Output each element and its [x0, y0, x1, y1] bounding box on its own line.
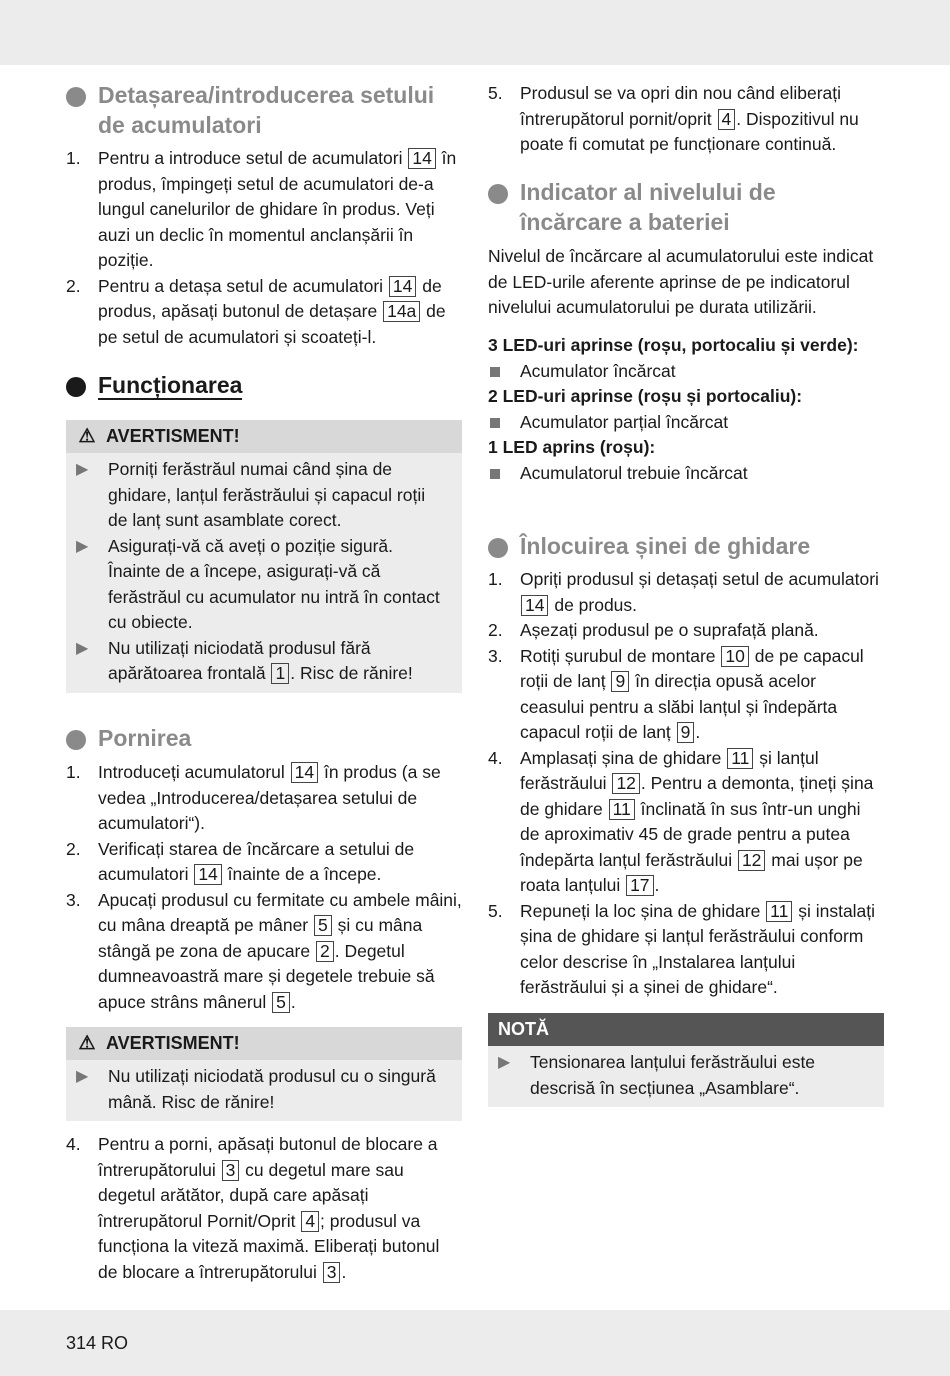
- part-ref: 11: [727, 748, 753, 769]
- part-ref: 14a: [383, 301, 420, 322]
- section-start: [66, 723, 462, 753]
- warning-header: [66, 420, 462, 453]
- item-text: Așezați produsul pe o suprafață plană.: [520, 620, 819, 640]
- level-text: Acumulatorul trebuie încărcat: [520, 462, 748, 483]
- item-text: Amplasați șina de ghidare: [520, 747, 727, 768]
- level-heading: 2 LED-uri aprinse (roșu și portocaliu):: [488, 386, 803, 406]
- part-ref: 11: [609, 799, 635, 820]
- item-number: 3.: [488, 645, 503, 666]
- part-ref: 9: [677, 722, 695, 743]
- item-text: Pentru a introduce setul de acumulatori: [98, 148, 408, 168]
- item-number: 3.: [66, 889, 81, 910]
- item-text: Nu utilizați niciodată produsul fără apărătoarea frontală: [108, 637, 371, 683]
- start-steps-list: [66, 760, 462, 1015]
- square-bullet-icon: [490, 469, 500, 479]
- item-text: .: [695, 722, 701, 742]
- note-header: NOTĂ: [488, 1013, 884, 1046]
- warning-list: [66, 1060, 462, 1121]
- part-ref: 5: [272, 992, 290, 1013]
- item-text: cu degetul mare sau degetul arătător, după care apăsați întrerupătorul Pornit/Oprit: [98, 1159, 404, 1231]
- arrow-right-icon: ▶: [76, 1068, 89, 1085]
- item-text: . Risc de rănire!: [290, 663, 413, 683]
- arrow-right-icon: ▶: [76, 461, 89, 478]
- item-number: 4.: [488, 747, 503, 768]
- part-ref: 10: [721, 646, 748, 667]
- item-number: 1.: [488, 569, 503, 589]
- part-ref: 11: [766, 901, 792, 922]
- arrow-right-icon: ▶: [76, 639, 89, 657]
- section-heading: [488, 531, 884, 561]
- part-ref: 14: [291, 762, 318, 783]
- item-text: mai ușor pe roata lanțului: [520, 849, 863, 895]
- item-number: 1.: [66, 762, 81, 782]
- part-ref: 14: [521, 595, 548, 616]
- section-guide-bar-replace: [488, 531, 884, 561]
- battery-level-list: [488, 333, 884, 486]
- item-text: înclinată în sus într-un unghi de aproximativ 45 de grade pentru a putea îndepărta lanțul ferăstrăului: [520, 798, 861, 870]
- warning-box: [66, 420, 462, 693]
- part-ref: 3: [222, 1160, 240, 1181]
- section-heading: [66, 80, 462, 140]
- warning-list: [66, 453, 462, 693]
- bullet-dot-icon: [66, 377, 86, 397]
- battery-steps-list: [66, 146, 462, 350]
- item-text: Rotiți șurubul de montare: [520, 645, 721, 666]
- part-ref: 1: [271, 663, 289, 684]
- item-text: în direcția opusă acelor ceasului pentru a slăbi lanțul și îndepărta capacul roții de lanț: [520, 671, 838, 742]
- item-number: 5.: [488, 83, 503, 103]
- level-item: [488, 359, 884, 385]
- warning-triangle-icon: ⚠: [78, 426, 96, 447]
- item-number: 4.: [66, 1134, 81, 1154]
- item-text: de pe setul de acumulatori și scoateți-l.: [98, 301, 446, 347]
- section-heading: [488, 177, 884, 237]
- list-item: [76, 457, 448, 534]
- part-ref: 14: [408, 148, 435, 169]
- bullet-dot-icon: [488, 538, 508, 558]
- item-text: .: [341, 1261, 347, 1282]
- item-text: . Dispozitivul nu poate fi comutat pe funcționare continuă.: [520, 108, 859, 154]
- item-text: Opriți produsul și detașați setul de acumulatori: [520, 569, 879, 589]
- warning-label: AVERTISMENT!: [106, 1033, 240, 1053]
- start-steps-list-continued: [66, 1132, 462, 1285]
- item-text: Verificați starea de încărcare a setului de acumulatori: [98, 838, 415, 884]
- item-text: Asigurați-vă că aveți o poziție sigură. Înainte de a începe, asigurați-vă că ferăstrăul cu acumulator nu intră în contact cu obiecte.: [108, 535, 440, 632]
- section-operation: [66, 370, 462, 400]
- part-ref: 12: [738, 850, 765, 871]
- list-item: [76, 1064, 448, 1115]
- heading-text: Înlocuirea șinei de ghidare: [520, 533, 811, 559]
- list-item: [66, 1132, 462, 1285]
- level-item: [488, 461, 884, 487]
- item-number: 5.: [488, 900, 503, 921]
- level-text: Acumulator încărcat: [520, 360, 676, 381]
- warning-label: AVERTISMENT!: [106, 426, 240, 446]
- part-ref: 5: [314, 915, 332, 936]
- warning-triangle-icon: ⚠: [78, 1033, 96, 1054]
- list-item: [488, 81, 884, 158]
- item-text: și instalați șina de ghidare și lanțul ferăstrăului conform celor descrise în „Instalarea lanțului ferăstrăului și a șinei de ghidare“.: [520, 900, 876, 997]
- list-item: [488, 899, 884, 1001]
- list-item: [66, 146, 462, 274]
- item-text: în produs (a se vedea „Introducerea/detașarea setului de acumulatori“).: [98, 762, 441, 833]
- item-text: de produs.: [549, 594, 638, 615]
- arrow-right-icon: ▶: [76, 537, 89, 555]
- item-text: Nu utilizați niciodată produsul cu o singură mână. Risc de rănire!: [108, 1066, 436, 1112]
- part-ref: 12: [612, 773, 639, 794]
- item-text: Pentru a detașa setul de acumulatori: [98, 275, 388, 296]
- item-number: 1.: [66, 148, 81, 168]
- section-battery-level: [488, 177, 884, 237]
- item-text: Tensionarea lanțului ferăstrăului este descrisă în secțiunea „Asamblare“.: [530, 1052, 816, 1098]
- item-text: . Degetul dumneavoastră mare și degetele trebuie să apuce strâns mânerul: [98, 940, 435, 1012]
- battery-level-intro: Nivelul de încărcare al acumulatorului este indicat de LED-urile aferente aprinse de pe indicatorul nivelului acumulatorului pe durata utilizării.: [488, 246, 874, 317]
- start-steps-list-end: [488, 81, 884, 158]
- item-text: . Pentru a demonta, țineți șina de ghidare: [520, 773, 874, 819]
- list-item: [66, 837, 462, 888]
- part-ref: 4: [301, 1211, 319, 1232]
- part-ref: 9: [611, 671, 629, 692]
- level-text: Acumulator parțial încărcat: [520, 411, 729, 432]
- heading-text: Detașarea/introducerea setului de acumulatori: [98, 82, 435, 138]
- list-item: [488, 644, 884, 746]
- list-item: [76, 636, 448, 687]
- item-text: de pe capacul roții de lanț: [520, 645, 864, 691]
- bullet-dot-icon: [66, 87, 86, 107]
- item-text: și lanțul ferăstrăului: [520, 747, 819, 793]
- item-text: .: [654, 875, 660, 895]
- item-text: ; produsul va funcționa la viteză maximă. Eliberați butonul de blocare a întrerupătorului: [98, 1210, 440, 1282]
- warning-header: [66, 1027, 462, 1060]
- item-number: 2.: [66, 838, 81, 859]
- top-band: [0, 0, 950, 65]
- list-item: [488, 567, 884, 618]
- item-text: Apucați produsul cu fermitate cu ambele mâini, cu mâna dreaptă pe mâner: [98, 889, 462, 935]
- note-list: [488, 1046, 884, 1107]
- heading-text: Pornirea: [98, 725, 192, 751]
- part-ref: 2: [316, 941, 334, 962]
- item-text: de produs, apăsați butonul de detașare: [98, 275, 442, 321]
- heading-text: Indicator al nivelului de încărcare a bateriei: [520, 179, 776, 235]
- list-item: [488, 618, 884, 644]
- heading-text: Funcționarea: [98, 372, 243, 398]
- item-number: 2.: [66, 275, 81, 296]
- square-bullet-icon: [490, 418, 500, 428]
- bullet-dot-icon: [66, 730, 86, 750]
- item-number: 2.: [488, 620, 503, 640]
- item-text: Porniți ferăstrăul numai când șina de ghidare, lanțul ferăstrăului și capacul roții de lanț sunt asamblate corect.: [108, 459, 426, 530]
- item-text: .: [290, 991, 296, 1012]
- part-ref: 14: [389, 276, 416, 297]
- item-text: Repuneți la loc șina de ghidare: [520, 900, 766, 921]
- section-battery-insert: [66, 80, 462, 140]
- item-text: Introduceți acumulatorul: [98, 762, 290, 782]
- item-text: în produs, împingeți setul de acumulatori de-a lungul canelurilor de ghidare în produs. Veți auzi un declic în momentul anclanșării în poziție.: [98, 148, 457, 270]
- guide-bar-steps-list: [488, 567, 884, 1001]
- part-ref: 17: [626, 875, 653, 896]
- list-item: [66, 760, 462, 837]
- page-number: 314 RO: [66, 1333, 129, 1353]
- bottom-band: [0, 1310, 950, 1376]
- section-heading: [66, 723, 462, 753]
- square-bullet-icon: [490, 367, 500, 377]
- bullet-dot-icon: [488, 184, 508, 204]
- arrow-right-icon: ▶: [498, 1054, 511, 1071]
- level-heading: 1 LED aprins (roșu):: [488, 437, 656, 457]
- list-item: [66, 888, 462, 1016]
- item-text: Pentru a porni, apăsați butonul de blocare a întrerupătorului: [98, 1134, 438, 1180]
- item-text: Produsul se va opri din nou când eliberați întrerupătorul pornit/oprit: [520, 83, 842, 129]
- level-item: [488, 410, 884, 436]
- part-ref: 3: [323, 1262, 341, 1283]
- part-ref: 4: [718, 109, 736, 130]
- section-heading: [66, 370, 462, 400]
- part-ref: 14: [194, 864, 221, 885]
- level-heading: 3 LED-uri aprinse (roșu, portocaliu și verde):: [488, 335, 859, 355]
- list-item: [76, 534, 448, 636]
- list-item: [66, 274, 462, 351]
- list-item: [488, 746, 884, 899]
- item-text: și cu mâna stângă pe zona de apucare: [98, 915, 423, 961]
- warning-box: [66, 1027, 462, 1121]
- item-text: înainte de a începe.: [222, 864, 382, 884]
- list-item: [498, 1050, 870, 1101]
- note-box: [488, 1013, 884, 1107]
